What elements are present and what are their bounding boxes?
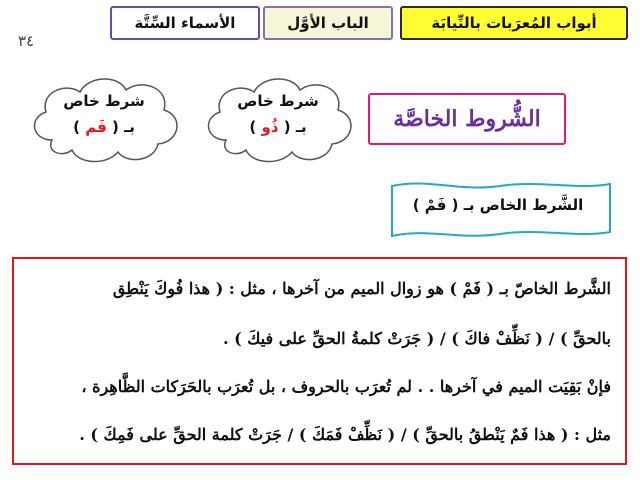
cloud-line1: شرط خاص xyxy=(63,92,145,110)
section-tag: الباب الأوَّل xyxy=(263,6,393,40)
banner-label: الشَّرط الخاص بـ ( فَمْ ) xyxy=(412,196,584,214)
rule-line: الشَّرط الخاصّ بـ ( فَمْ ) هو زوال الميم من آخرها ، مثل : ( هذا فُوكَ يَنْطِق xyxy=(112,279,611,298)
cloud-condition-dhu xyxy=(196,70,360,166)
rule-line: بالحقِّ ) / ( نَظِّفْ فاكَ ) / ( جَرَتْ كلمةُ الحقِّ على فيكَ ) . xyxy=(222,329,611,348)
rule-line: مثل : ( هذا فَمٌ يَنْطقُ بالحقِّ ) / ( نَظِّفْ فَمَكَ ) / جَرَتْ كلمة الحقِّ على فَمِكَ ) . xyxy=(79,425,611,444)
page-number: ٣٤ xyxy=(18,32,35,50)
cloud-line1: شرط خاص xyxy=(237,92,319,110)
rule-line: فإنْ بَقِيَت الميم في آخرها . . لم تُعرَب بالحروف ، بل تُعرَب بالحَرَكات الظَّاهِرة ، xyxy=(81,377,611,396)
topic-tag: الأسماء السِّتَّة xyxy=(110,6,260,40)
chapter-tag: أبواب المُعرَبات بالنِّيابَة xyxy=(400,6,628,40)
cloud-line2: بـ ( ذُو ) xyxy=(249,118,307,136)
cloud-keyword: ذُو xyxy=(261,118,279,136)
cloud-keyword: فَم xyxy=(85,118,107,136)
cloud-line2: بـ ( فَم ) xyxy=(73,118,135,136)
cloud-condition-fam xyxy=(22,70,186,166)
main-title: الشُّروط الخاصَّة xyxy=(368,93,566,145)
rule-box xyxy=(12,257,627,465)
